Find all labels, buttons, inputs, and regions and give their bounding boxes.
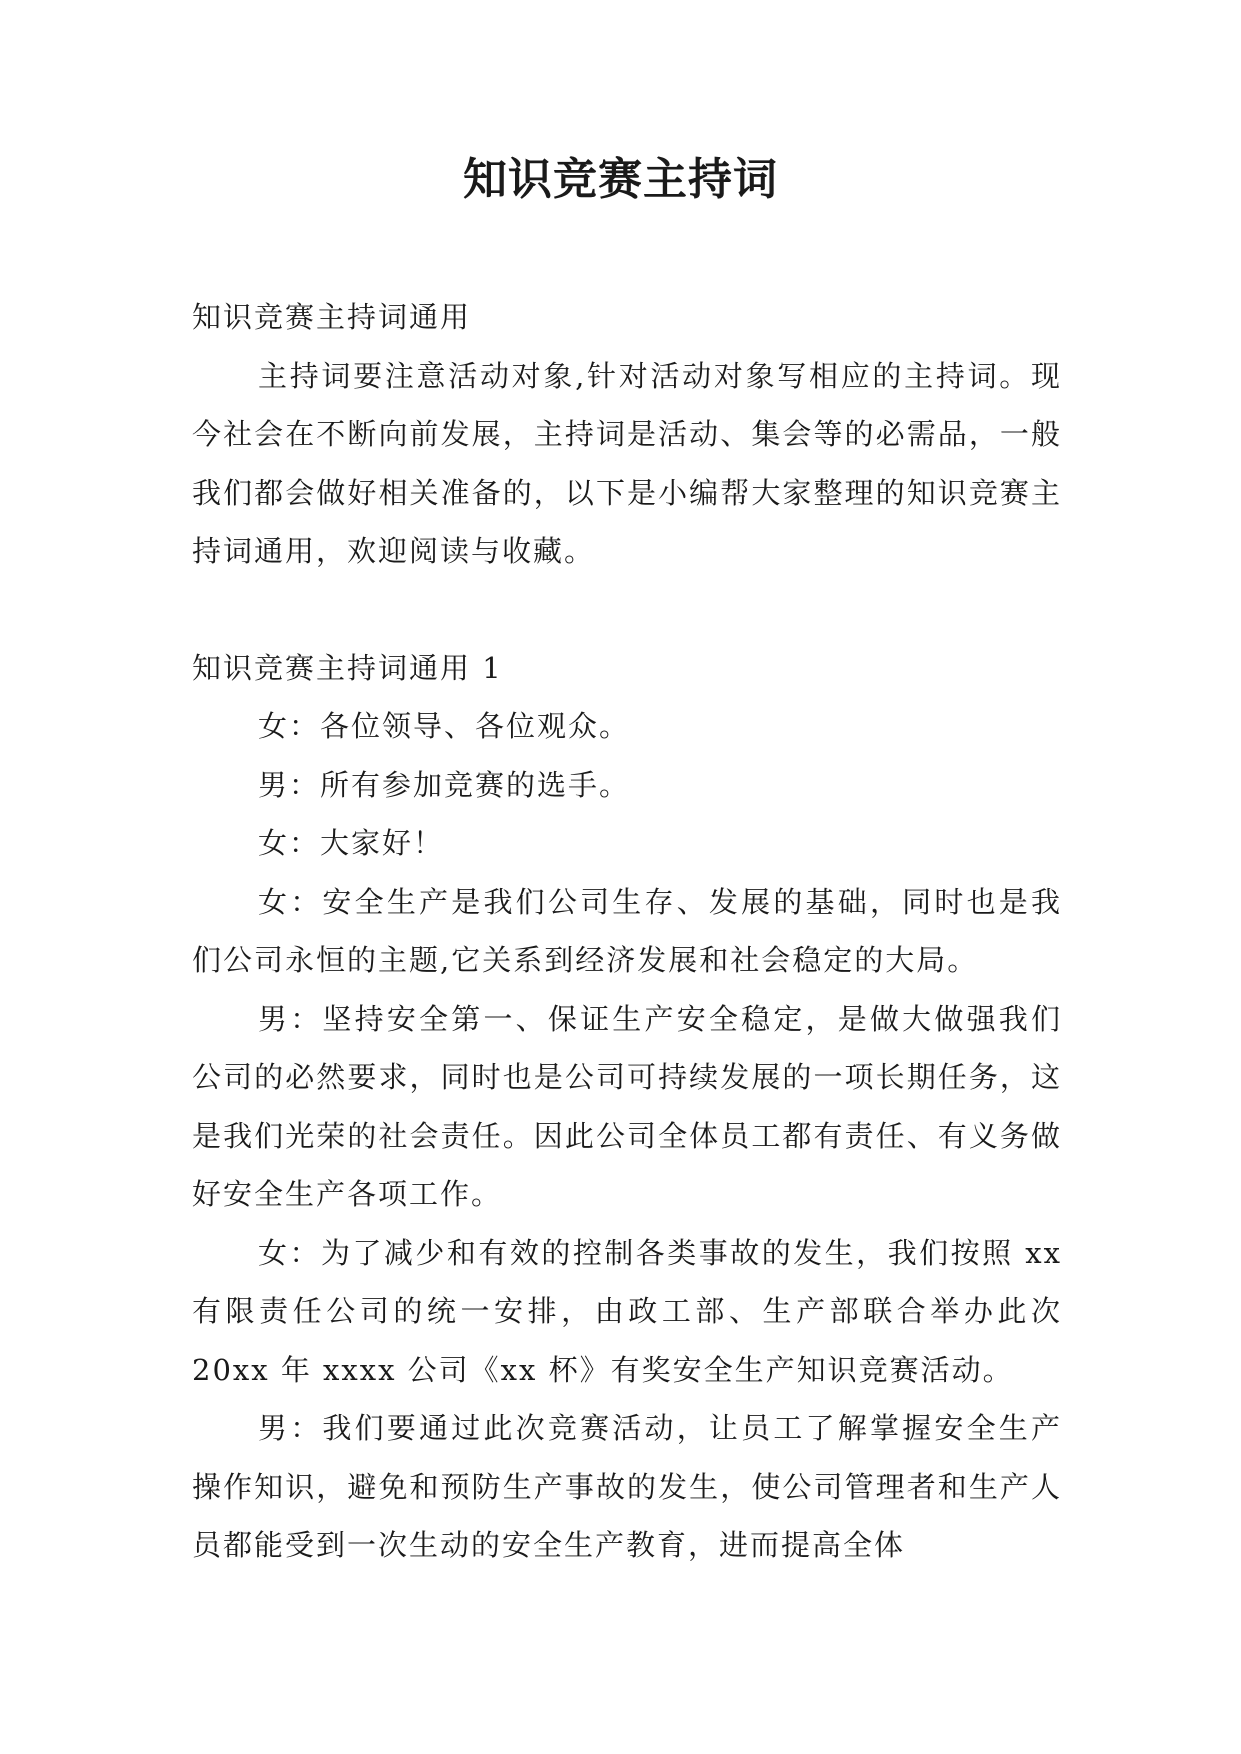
dialogue-paragraph: 女：为了减少和有效的控制各类事故的发生，我们按照 xx 有限责任公司的统一安排，由政工部、生产部联合举办此次 20xx 年 xxxx 公司《xx 杯》有奖安全生产知识竞赛活动。 [192,1235,1062,1387]
dialogue-paragraph: 女：大家好！ [258,826,445,860]
intro-paragraph: 主持词要注意活动对象,针对活动对象写相应的主持词。现今社会在不断向前发展，主持词是活动、集会等的必需品，一般我们都会做好相关准备的，以下是小编帮大家整理的知识竞赛主持词通用，欢迎阅读与收藏。 [192,358,1062,568]
dialogue-paragraph: 男：坚持安全第一、保证生产安全稳定，是做大做强我们公司的必然要求，同时也是公司可持续发展的一项长期任务，这是我们光荣的社会责任。因此公司全体员工都有责任、有义务做好安全生产各项工作。 [192,1001,1062,1211]
section-heading: 知识竞赛主持词通用 1 [192,650,503,685]
dialogue-paragraph: 男：我们要通过此次竞赛活动，让员工了解掌握安全生产操作知识，避免和预防生产事故的发生，使公司管理者和生产人员都能受到一次生动的安全生产教育，进而提高全体 [192,1411,1062,1562]
document-body [192,288,1062,1575]
dialogue-paragraph: 男：所有参加竞赛的选手。 [258,767,631,802]
document-title: 知识竞赛主持词 [463,154,778,205]
subtitle: 知识竞赛主持词通用 [192,300,472,334]
dialogue-paragraph: 女：安全生产是我们公司生存、发展的基础，同时也是我们公司永恒的主题,它关系到经济发展和社会稳定的大局。 [192,884,1062,977]
dialogue-paragraph: 女：各位领导、各位观众。 [258,709,631,743]
